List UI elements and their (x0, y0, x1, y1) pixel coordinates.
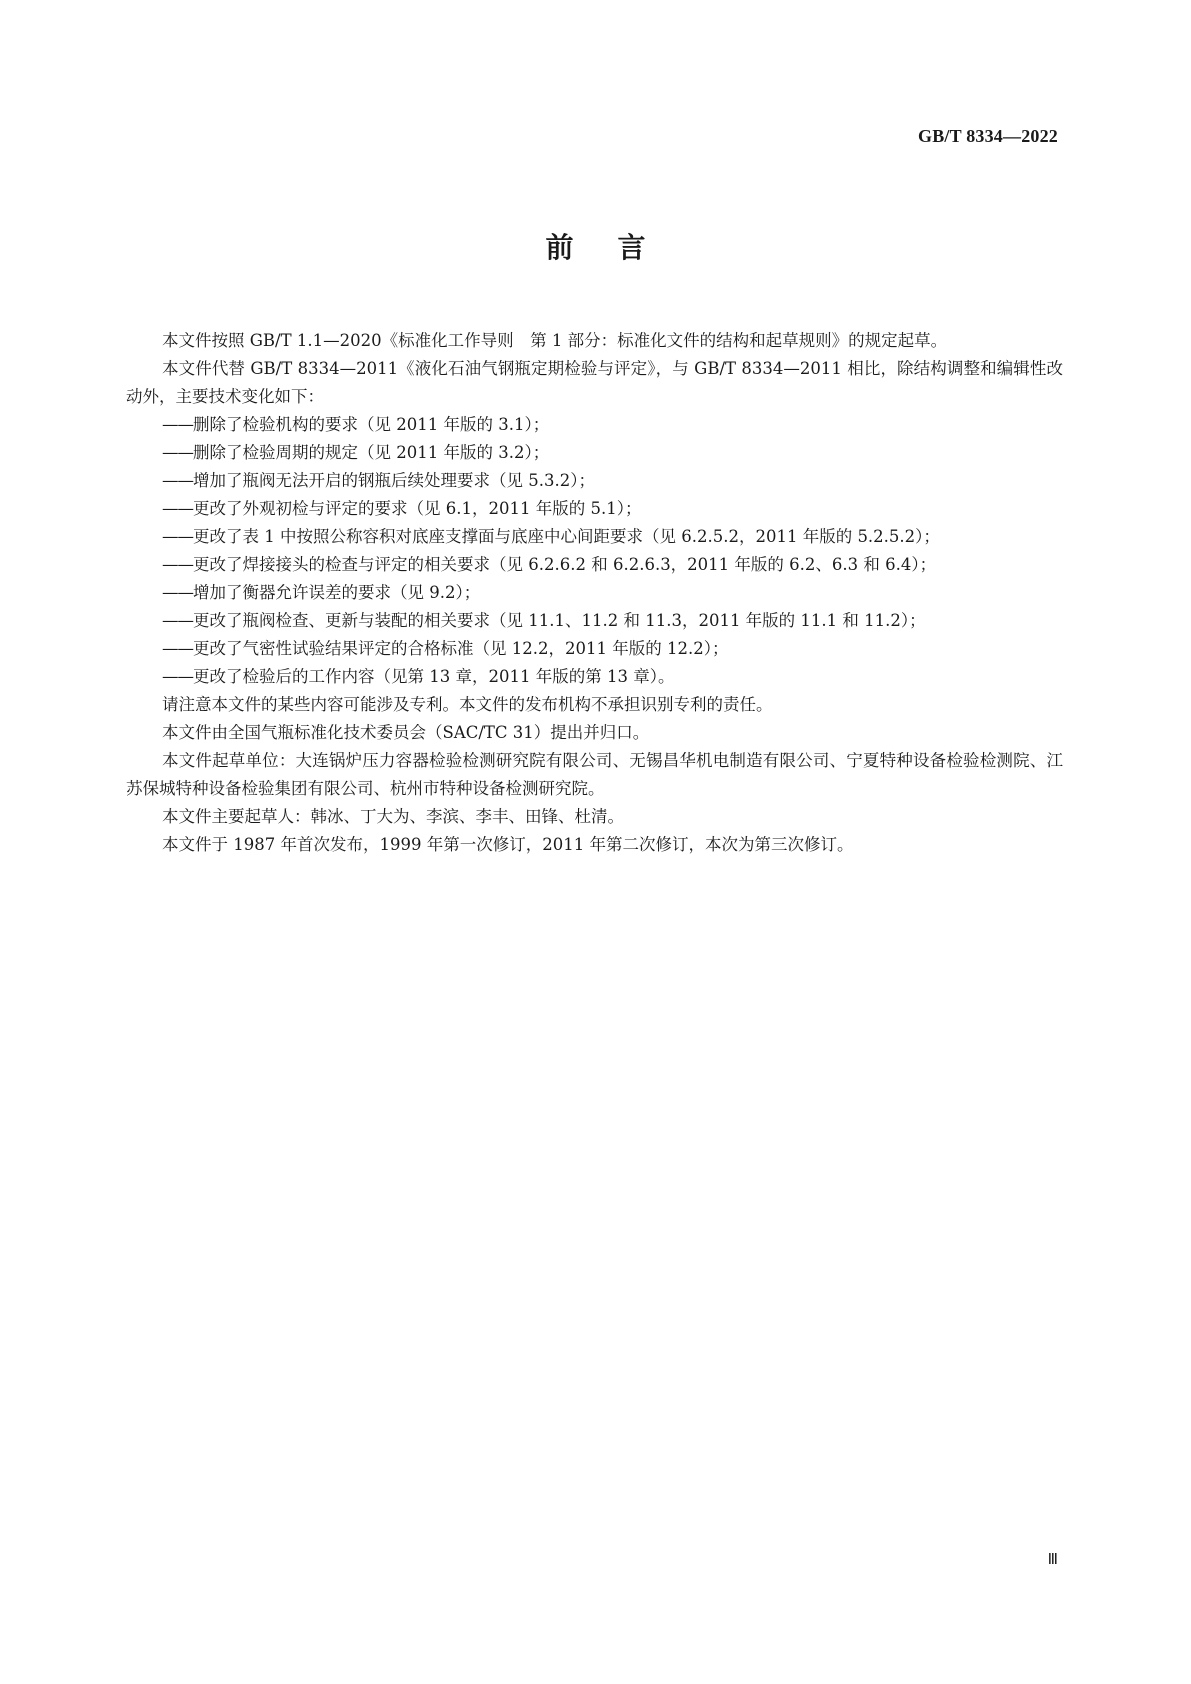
list-item (126, 551, 1063, 579)
list-item-text: 更改了瓶阀检查、更新与装配的相关要求（见 11.1、11.2 和 11.3，2011 年版的 11.1 和 11.2）； (193, 611, 926, 630)
page-number: Ⅲ (1047, 1552, 1058, 1568)
page-title (0, 226, 1191, 266)
list-item-text: 删除了检验机构的要求（见 2011 年版的 3.1）； (193, 415, 550, 434)
dash-marker: —— (162, 583, 193, 602)
list-item-text: 更改了检验后的工作内容（见第 13 章，2011 年版的第 13 章）。 (193, 667, 675, 686)
changes-list (126, 411, 1063, 691)
dash-marker: —— (162, 415, 193, 434)
title-char-2: 言 (617, 231, 646, 264)
list-item (126, 495, 1063, 523)
paragraph-drafting-rules: 本文件按照 GB/T 1.1—2020《标准化工作导则 第 1 部分：标准化文件的结构和起草规则》的规定起草。 (162, 331, 948, 350)
standard-number: GB/T 8334—2022 (918, 126, 1058, 146)
list-item (126, 663, 1063, 691)
title-char-1: 前 (545, 231, 574, 264)
list-item (126, 411, 1063, 439)
list-item-text: 更改了表 1 中按照公称容积对底座支撑面与底座中心间距要求（见 6.2.5.2，2011 年版的 5.2.5.2）； (193, 527, 940, 546)
list-item-text: 更改了焊接接头的检查与评定的相关要求（见 6.2.6.2 和 6.2.6.3，2011 年版的 6.2、6.3 和 6.4）； (193, 555, 937, 574)
dash-marker: —— (162, 611, 193, 630)
dash-marker: —— (162, 499, 193, 518)
dash-marker: —— (162, 667, 193, 686)
list-item (126, 523, 1063, 551)
paragraph-drafting-units: 本文件起草单位：大连锅炉压力容器检验检测研究院有限公司、无锡昌华机电制造有限公司、宁夏特种设备检验检测院、江苏保城特种设备检验集团有限公司、杭州市特种设备检测研究院。 (126, 751, 1063, 798)
list-item-text: 删除了检验周期的规定（见 2011 年版的 3.2）； (193, 443, 550, 462)
dash-marker: —— (162, 471, 193, 490)
paragraph-history: 本文件于 1987 年首次发布，1999 年第一次修订，2011 年第二次修订，本次为第三次修订。 (162, 835, 854, 854)
paragraph-proposer: 本文件由全国气瓶标准化技术委员会（SAC/TC 31）提出并归口。 (162, 723, 650, 742)
dash-marker: —— (162, 555, 193, 574)
list-item-text: 更改了外观初检与评定的要求（见 6.1，2011 年版的 5.1）； (193, 499, 642, 518)
list-item-text: 增加了瓶阀无法开启的钢瓶后续处理要求（见 5.3.2）； (193, 471, 595, 490)
dash-marker: —— (162, 639, 193, 658)
dash-marker: —— (162, 443, 193, 462)
dash-marker: —— (162, 527, 193, 546)
paragraph-patent-notice: 请注意本文件的某些内容可能涉及专利。本文件的发布机构不承担识别专利的责任。 (162, 695, 773, 714)
list-item-text: 增加了衡器允许误差的要求（见 9.2）； (193, 583, 481, 602)
list-item (126, 607, 1063, 635)
list-item-text: 更改了气密性试验结果评定的合格标准（见 12.2，2011 年版的 12.2）； (193, 639, 729, 658)
list-item (126, 439, 1063, 467)
foreword-body (126, 327, 1063, 859)
paragraph-drafters: 本文件主要起草人：韩冰、丁大为、李滨、李丰、田锋、杜清。 (162, 807, 624, 826)
list-item (126, 635, 1063, 663)
paragraph-replacement: 本文件代替 GB/T 8334—2011《液化石油气钢瓶定期检验与评定》，与 GB/T 8334—2011 相比，除结构调整和编辑性改动外，主要技术变化如下： (126, 359, 1063, 406)
list-item (126, 579, 1063, 607)
list-item (126, 467, 1063, 495)
